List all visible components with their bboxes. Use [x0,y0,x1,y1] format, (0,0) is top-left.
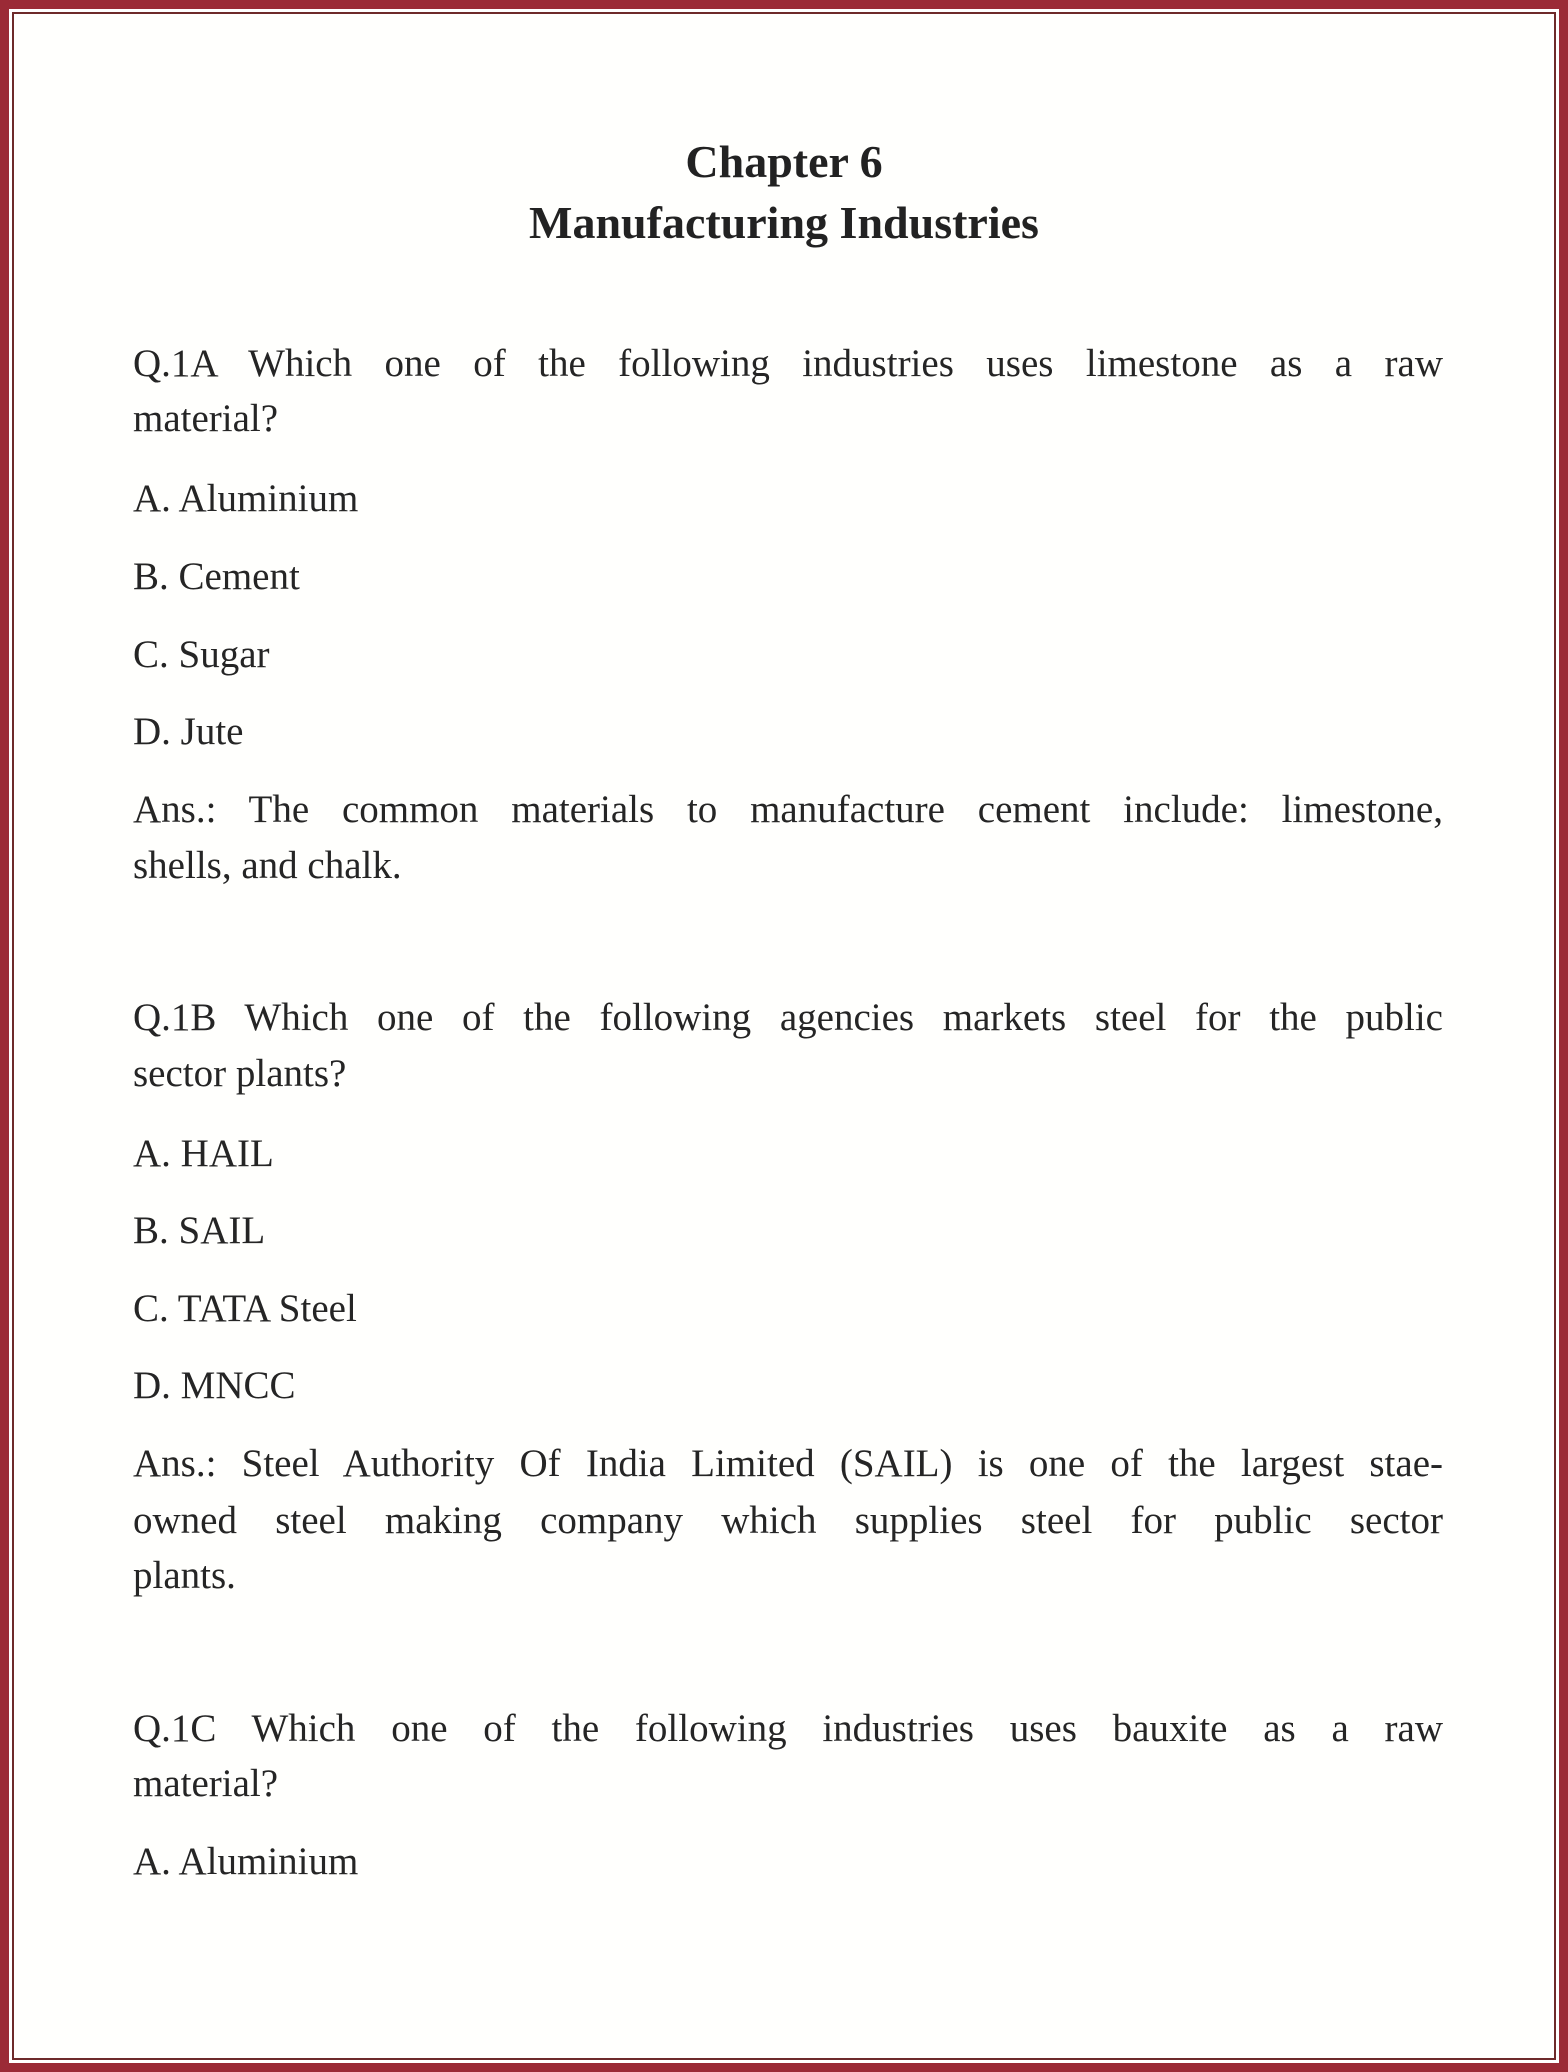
option-c: C. Sugar [133,633,270,676]
option-d: D. Jute [133,710,244,753]
question-text-line: material? [133,397,279,440]
question-text-line: material? [133,1762,279,1805]
question-text-line: Q.1A Which one of the following industries uses limestone as a raw [133,342,1443,385]
option-a: A. HAIL [133,1132,274,1175]
option-a: A. Aluminium [133,1840,359,1883]
question-text-line: Q.1B Which one of the following agencies markets steel for the public [133,996,1443,1039]
page-content [14,14,1554,2058]
answer-text-line: owned steel making company which supplies steel for public sector [133,1499,1443,1542]
answer-text-line: shells, and chalk. [133,844,402,887]
answer-text-line: Ans.: Steel Authority Of India Limited (SAIL) is one of the largest stae- [133,1442,1443,1485]
page-border-frame [9,9,1559,2063]
answer-text-line: Ans.: The common materials to manufacture cement include: limestone, [133,788,1443,831]
question-text-line: Q.1C Which one of the following industries uses bauxite as a raw [133,1707,1443,1750]
question-text-line: sector plants? [133,1052,347,1095]
option-c: C. TATA Steel [133,1287,357,1330]
page [12,12,1556,2060]
option-a: A. Aluminium [133,477,359,520]
option-b: B. Cement [133,555,300,598]
option-b: B. SAIL [133,1209,266,1252]
option-d: D. MNCC [133,1364,296,1407]
answer-text-line: plants. [133,1554,236,1597]
chapter-title: Manufacturing Industries [529,197,1039,248]
chapter-heading: Chapter 6 [685,136,883,187]
